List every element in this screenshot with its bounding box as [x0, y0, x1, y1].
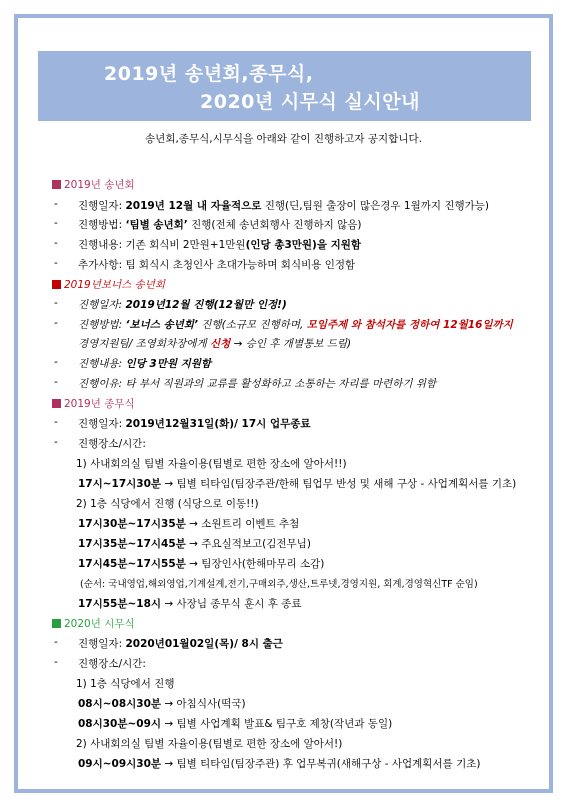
dash-bullet: - [54, 237, 58, 249]
section-header-bonus-party [0, 277, 567, 297]
dash-bullet: - [54, 436, 58, 448]
square-bullet-icon [52, 619, 61, 628]
section-title: 2019년 종무식 [64, 398, 135, 410]
schedule-line: 17시35분~17시45분 → 주요실적보고(김전무님) [78, 538, 311, 550]
dash-bullet: - [54, 257, 58, 269]
dash-bullet: - [54, 217, 58, 229]
section-title: 2019년 송년회 [64, 179, 135, 191]
dash-bullet: - [54, 376, 58, 388]
intro-text: 송년회,종무식,시무식을 아래와 같이 진행하고자 공지합니다. [145, 133, 422, 145]
schedule-line: 17시~17시30분 → 팀별 티타임(팀장주관/한해 팀업무 반성 및 새해 구상 - 사업계획서를 기초) [78, 478, 517, 490]
list-item: - 진행일자: 2019년12월 진행(12월만 인정!) [54, 297, 287, 311]
dash-bullet: - [54, 636, 58, 648]
list-item: - 진행방법: ‘팀별 송년회’ 진행(전체 송년회행사 진행하지 않음) [54, 217, 362, 231]
section-header-2019-party [0, 177, 567, 197]
schedule-line: 2) 1층 식당에서 진행 (식당으로 이동!!) [76, 498, 259, 510]
dash-bullet: - [54, 656, 58, 668]
list-item-continuation: 경영지원팀/ 조영회차장에게 신청 → 승인 후 개별통보 드림) [78, 338, 352, 350]
list-item: - 진행일자: 2019년12월31일(화)/ 17시 업무종료 [54, 416, 311, 430]
list-item: - 진행일자: 2020년01월02일(목)/ 8시 출근 [54, 636, 283, 650]
schedule-line: 17시30분~17시35분 → 소원트리 이벤트 추첨 [78, 518, 300, 530]
list-item: - 진행내용: 기존 회식비 2만원+1만원(인당 총3만원)을 지원함 [54, 237, 362, 251]
title-line-2: 2020년 시무식 실시안내 [200, 91, 420, 113]
schedule-line: 1) 사내회의실 팀별 자율이용(팀별로 편한 장소에 알아서!!) [76, 458, 347, 470]
schedule-line: 17시45분~17시55분 → 팀장인사(한해마무리 소감) [78, 558, 325, 570]
dash-bullet: - [54, 198, 58, 210]
dash-bullet: - [54, 356, 58, 368]
section-title: 2020년 시무식 [64, 618, 135, 630]
schedule-line: 08시~08시30분 → 아침식사(떡국) [78, 698, 246, 710]
dash-bullet: - [54, 317, 58, 329]
order-note: (순서: 국내영업,해외영업,기계설계,전기,구매외주,생산,트루넷,경영지원, 회계,경영혁신TF 순임) [80, 579, 478, 590]
dash-bullet: - [54, 416, 58, 428]
square-bullet-icon [52, 180, 61, 189]
list-item: - 진행이유: 타 부서 직원과의 교류를 활성화하고 소통하는 자리를 마련하기 위함 [54, 376, 437, 390]
square-bullet-icon [52, 399, 61, 408]
list-item: - 진행장소/시간: [54, 656, 146, 670]
section-header-opening-ceremony [0, 616, 567, 636]
section-title: 2019년보너스 송년회 [64, 279, 166, 291]
dash-bullet: - [54, 297, 58, 309]
title-line-1: 2019년 송년회,종무식, [104, 63, 314, 85]
list-item: - 추가사항: 팀 회식시 초청인사 초대가능하며 회식비용 인정함 [54, 257, 356, 271]
list-item: - 진행방법: ‘보너스 송년회’ 진행(소규모 진행하며, 모임주제 와 참석자를 정하여 12월16일까지 [54, 317, 513, 331]
schedule-line: 09시~09시30분 → 팀별 티타임(팀장주관) 후 업무복귀(새해구상 - 사업계획서를 기초) [78, 758, 481, 770]
square-bullet-icon [52, 280, 61, 289]
schedule-line: 1) 1층 식당에서 진행 [76, 678, 175, 690]
schedule-line: 17시55분~18시 → 사장님 종무식 훈시 후 종료 [78, 598, 302, 610]
section-header-closing-ceremony [0, 396, 567, 416]
list-item: - 진행일자: 2019년 12월 내 자율적으로 진행(딘,팀원 출장이 많은경우 1월까지 진행가능) [54, 198, 490, 212]
list-item: - 진행장소/시간: [54, 436, 146, 450]
schedule-line: 2) 사내회의실 팀별 자율이용(팀별로 편한 장소에 알아서!) [76, 738, 343, 750]
schedule-line: 08시30분~09시 → 팀별 사업계획 발표& 팀구호 제창(작년과 동일) [78, 718, 393, 730]
list-item: - 진행내용: 인당 3만원 지원함 [54, 356, 212, 370]
